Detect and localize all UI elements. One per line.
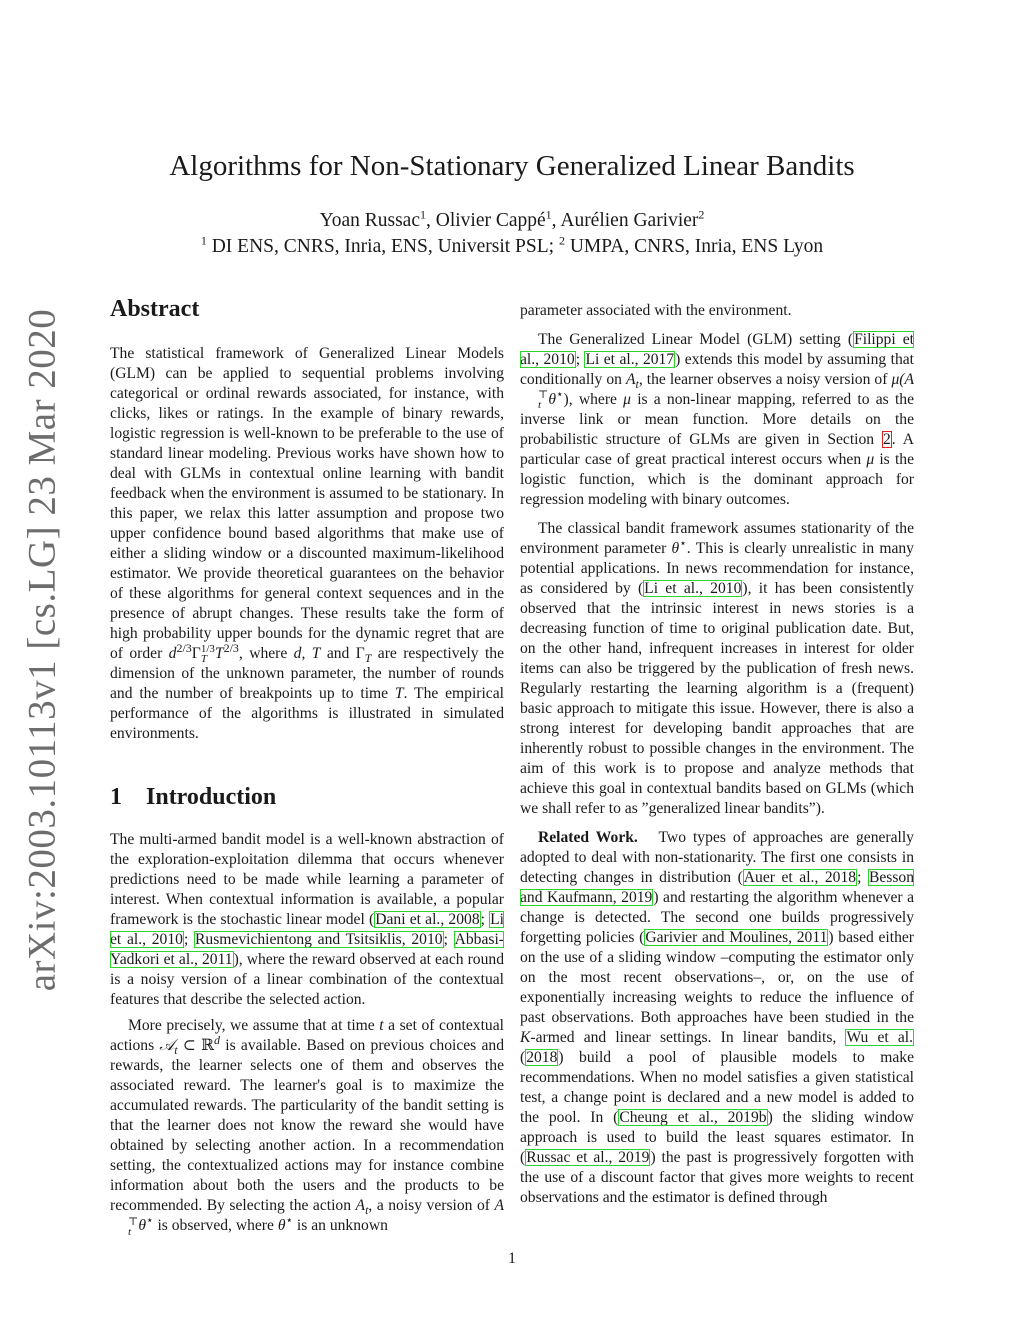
- affiliation-mark: 2: [558, 233, 565, 248]
- citation-link[interactable]: Li et al., 2010: [110, 911, 505, 949]
- citation-link[interactable]: 2018: [526, 1049, 558, 1067]
- author-name: Aurélien Garivier: [560, 210, 699, 231]
- affiliation-mark: 1: [200, 233, 207, 248]
- intro-paragraph: More precisely, we assume that at time t a set of contextual actions 𝒜$_t$ ⊂ ℝ$^d$ is available. Based on previous choices and rewards, the learner selects one of them and observes the associated reward. The learner's goal is to maximize the accumulated rewards. The particularity of the bandit setting is that the learner does not know the reward she would have obtained by selecting another action. In a recommendation setting, the contextualized actions may for instance combine information about both the users and the products to be recommended. By selecting the action $A_t$, a noisy version of A ⊤ t θ⋆ is observed, where θ⋆ is an unknown: [110, 1017, 504, 1238]
- citation-link[interactable]: Li et al., 2010: [644, 580, 742, 598]
- section-title: Introduction: [146, 784, 277, 811]
- affiliation-mark: 1: [419, 207, 426, 222]
- abstract-heading: Abstract: [110, 296, 200, 322]
- citation-link[interactable]: Cheung et al., 2019b: [619, 1109, 767, 1127]
- paper-title: Algorithms for Non-Stationary Generalized Linear Bandits: [169, 150, 855, 182]
- affiliation-mark: 1: [545, 207, 552, 222]
- author-name: Olivier Cappé: [435, 210, 546, 231]
- right-column: [520, 301, 918, 1208]
- citation-link[interactable]: Rusmevichientong and Tsitsiklis, 2010: [195, 931, 443, 949]
- citation-link[interactable]: Dani et al., 2008: [375, 911, 480, 929]
- author-name: Yoan Russac: [319, 210, 420, 231]
- citation-link[interactable]: Filippi et al., 2010: [520, 331, 914, 368]
- page-number: 1: [508, 1250, 516, 1267]
- separator: ,: [551, 210, 561, 231]
- citation-link[interactable]: Abbasi-Yadkori et al., 2011: [110, 931, 504, 969]
- intro-paragraph: The multi-armed bandit model is a well-known abstraction of the exploration-exploitation dilemma that occurs whenever predictions need to be made while learning a parameter of interest. When contextual information is available, a popular framework is the stochastic linear model (Dani et al., 2008; Li et al., 2010; Rusmevichientong and Tsitsiklis, 2010; Abbasi-Yadkori et al., 2011), where the reward observed at each round is a noisy version of a linear combination of the contextual features that describe the selected action.: [110, 831, 505, 1009]
- separator: ,: [425, 210, 436, 231]
- introduction-heading: [110, 780, 504, 814]
- section-reference-link[interactable]: 2: [883, 431, 891, 449]
- affiliation-line: [0, 234, 1024, 260]
- citation-link[interactable]: Garivier and Moulines, 2011: [645, 929, 828, 947]
- citation-link[interactable]: Besson and Kaufmann, 2019: [520, 869, 915, 907]
- arxiv-sidebar-stamp: [14, 308, 70, 992]
- body-paragraph: The classical bandit framework assumes stationarity of the environment parameter θ⋆. This is clearly unrealistic in many potential applications. In news recommendation for instance, as considered by (Li et al., 2010), it has been consistently observed that the intrinsic interest in news stories is a decreasing function of time to original publication date. But, on the other hand, infrequent increases in interest for older items can also be triggered by the publication of fresh news. Regularly restarting the learning algorithm is a (frequent) basic approach to mitigate this issue. However, there is also a strong interest for developing bandit approaches that are inherently robust to possible changes in the environment. The aim of this work is to propose and analyze methods that achieve this goal in contextual bandits based on GLMs (which we shall refer to as ”generalized linear bandits”).: [520, 520, 914, 818]
- affiliation-mark: 2: [698, 207, 705, 222]
- citation-link[interactable]: Auer et al., 2018: [743, 869, 857, 887]
- body-paragraph: parameter associated with the environment.: [520, 302, 792, 319]
- abstract-paragraph: The statistical framework of Generalized Linear Models (GLM) can be applied to sequential problems involving categorical or ordinal rewards associated, for instance, with clicks, likes or ratings. In the example of binary rewards, logistic regression is well-known to be preferable to the use of standard linear modeling. Previous works have shown how to deal with GLMs in contextual online learning with bandit feedback when the environment is assumed to be stationary. In this paper, we relax this latter assumption and propose two upper confidence bound based algorithms that make use of either a sliding window or a discounted maximum-likelihood estimator. We provide theoretical guarantees on the behavior of these algorithms for general context sequences and in the presence of abrupt changes. These results take the form of high probability upper bounds for the dynamic regret that are of order $d^{2/3}\Gamma$ 1/3 T $T^{2/3}$, where d, T and $\Gamma_T$ are respectively the dimension of the unknown parameter, the number of rounds and the number of breakpoints up to time T. The empirical performance of the algorithms is illustrated in simulated environments.: [110, 345, 504, 743]
- arxiv-identifier: arXiv:2003.10113v1 [cs.LG] 23 Mar 2020: [20, 308, 64, 992]
- citation-link[interactable]: Li et al., 2017: [585, 351, 675, 368]
- citation-link[interactable]: Wu et al.: [846, 1029, 914, 1047]
- body-paragraph: The Generalized Linear Model (GLM) setting (Filippi et al., 2010; Li et al., 2017) extends this model by assuming that conditionally on $A_t$, the learner observes a noisy version of μ(A ⊤ t θ⋆), where μ is a non-linear mapping, referred to as the inverse link or mean function. More details on the probabilistic structure of GLMs are given in Section 2. A particular case of great practical interest occurs when μ is the logistic function, which is the dominant approach for regression modeling with binary outcomes.: [520, 331, 914, 509]
- section-number: 1: [110, 784, 122, 811]
- affiliation-text: DI ENS, CNRS, Inria, ENS, Universit PSL;: [206, 236, 559, 257]
- author-line: [0, 208, 1024, 234]
- paragraph-label: Related Work.: [538, 829, 638, 847]
- left-column: [110, 292, 504, 1237]
- author-block: [0, 208, 1024, 260]
- affiliation-text: UMPA, CNRS, Inria, ENS Lyon: [564, 236, 824, 257]
- citation-link[interactable]: Russac et al., 2019: [526, 1149, 650, 1167]
- related-work-paragraph: Related Work. Two types of approaches are generally adopted to deal with non-stationarity. The first one consists in detecting changes in distribution (Auer et al., 2018; Besson and Kaufmann, 2019) and restarting the algorithm whenever a change is detected. The second one builds progressively forgetting policies (Garivier and Moulines, 2011) based either on the use of a sliding window –computing the estimator only on the most recent observations–, or, on the use of exponentially increasing weights to reduce the influence of past observations. Both approaches have been studied in the K-armed and linear settings. In linear bandits, Wu et al. (2018) build a pool of plausible models to make recommendations. When no model satisfies a given statistical test, a change point is declared and a new model is added to the pool. In (Cheung et al., 2019b) the sliding window approach is used to build the least squares estimator. In (Russac et al., 2019) the past is progressively forgotten with the use of a discount factor that gives more weights to recent observations and the estimator is defined through: [520, 829, 918, 1207]
